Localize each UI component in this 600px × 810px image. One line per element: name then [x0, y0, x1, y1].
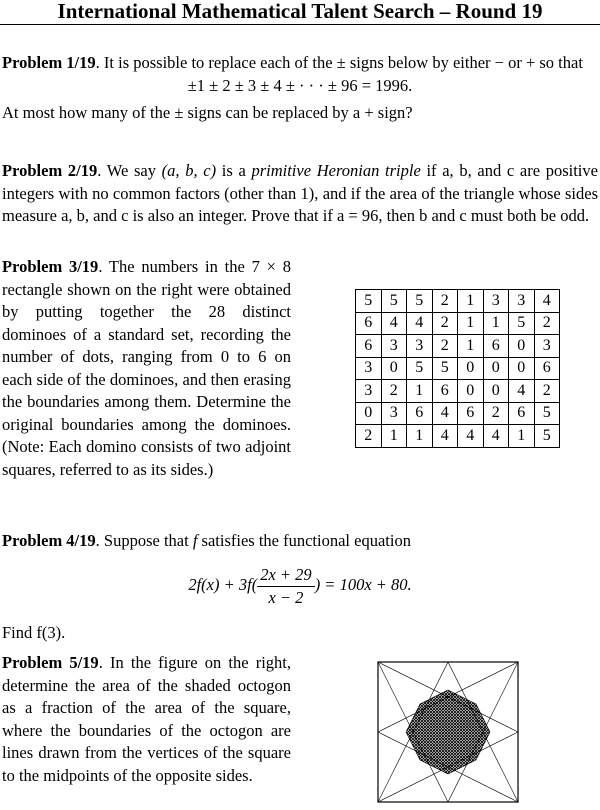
grid-cell: 2	[432, 290, 458, 313]
equation-fraction	[257, 564, 314, 609]
grid-cell: 0	[381, 357, 407, 380]
grid-cell: 6	[458, 402, 484, 425]
problem-5-text: . In the figure on the right, determine the area of the shaded octogon as a fraction of the area of the square, where the boundaries of the octogon are lines drawn from the vertices of the square to the midpoints of the opposite sides.	[2, 653, 291, 785]
grid-cell: 4	[483, 425, 509, 448]
problem-5	[2, 652, 291, 787]
grid-cell: 6	[407, 402, 433, 425]
grid-cell: 3	[381, 402, 407, 425]
grid-cell: 5	[407, 357, 433, 380]
grid-cell: 2	[534, 312, 560, 335]
octagon-figure-svg	[377, 661, 519, 803]
grid-cell: 0	[509, 335, 535, 358]
domino-grid	[355, 289, 560, 448]
page-title: International Mathematical Talent Search – Round 19	[0, 0, 600, 25]
grid-cell: 0	[458, 380, 484, 403]
grid-row	[356, 425, 560, 448]
problem-1-equation: ±1 ± 2 ± 3 ± 4 ± · · · ± 96 = 1996.	[187, 75, 413, 95]
problem-2	[2, 160, 598, 228]
grid-cell: 6	[356, 335, 382, 358]
problem-2-text-3: if a, b, and c are positive integers with no common factors (other than 1), and if the area of the triangle whose sides measure a, b, and c is also an integer. Prove that if a = 96, then b and c must both be odd.	[2, 161, 598, 225]
grid-cell: 5	[381, 290, 407, 313]
grid-cell: 3	[483, 290, 509, 313]
problem-2-label: Problem 2/19	[2, 161, 98, 180]
problem-2-text-2: is a	[216, 161, 252, 180]
problem-4-text-2: satisfies the functional equation	[197, 531, 411, 550]
grid-cell: 1	[509, 425, 535, 448]
grid-cell: 0	[483, 357, 509, 380]
grid-cell: 2	[432, 335, 458, 358]
shaded-octagon	[406, 690, 490, 774]
domino-grid-table	[355, 289, 560, 448]
grid-cell: 6	[534, 357, 560, 380]
grid-cell: 0	[509, 357, 535, 380]
grid-cell: 2	[483, 402, 509, 425]
grid-cell: 4	[381, 312, 407, 335]
grid-cell: 5	[534, 402, 560, 425]
grid-cell: 1	[381, 425, 407, 448]
grid-cell: 5	[407, 290, 433, 313]
grid-cell: 6	[432, 380, 458, 403]
problem-1-text: . It is possible to replace each of the ± signs below by either − or + so that	[95, 53, 583, 72]
problem-4-f: f	[192, 531, 198, 550]
grid-cell: 2	[356, 425, 382, 448]
grid-cell: 3	[356, 357, 382, 380]
grid-row	[356, 402, 560, 425]
grid-cell: 4	[509, 380, 535, 403]
grid-cell: 4	[407, 312, 433, 335]
problem-1-label: Problem 1/19	[2, 53, 96, 72]
equation-denominator: x − 2	[268, 587, 304, 607]
grid-row	[356, 357, 560, 380]
grid-row	[356, 380, 560, 403]
grid-cell: 5	[534, 425, 560, 448]
grid-cell: 0	[483, 380, 509, 403]
problem-3	[2, 256, 291, 481]
problem-2-triple: (a, b, c)	[161, 161, 217, 180]
grid-cell: 3	[534, 335, 560, 358]
grid-cell: 5	[509, 312, 535, 335]
problem-2-text-1: . We say	[97, 161, 162, 180]
grid-cell: 4	[432, 402, 458, 425]
problem-1	[2, 52, 598, 125]
problem-4-question: Find f(3).	[2, 623, 66, 642]
grid-cell: 0	[458, 357, 484, 380]
grid-row	[356, 335, 560, 358]
grid-cell: 1	[458, 312, 484, 335]
grid-cell: 2	[534, 380, 560, 403]
equation-right: ) = 100x + 80.	[314, 575, 412, 594]
problem-4	[2, 530, 598, 553]
grid-cell: 1	[483, 312, 509, 335]
grid-cell: 3	[356, 380, 382, 403]
problem-3-label: Problem 3/19	[2, 257, 99, 276]
grid-row	[356, 312, 560, 335]
grid-cell: 5	[356, 290, 382, 313]
functional-equation	[0, 562, 600, 612]
problem-5-label: Problem 5/19	[2, 653, 99, 672]
grid-cell: 6	[356, 312, 382, 335]
octagon-figure	[377, 661, 519, 810]
grid-cell: 1	[458, 335, 484, 358]
grid-cell: 3	[381, 335, 407, 358]
grid-cell: 3	[509, 290, 535, 313]
grid-cell: 4	[432, 425, 458, 448]
grid-cell: 6	[509, 402, 535, 425]
grid-cell: 2	[432, 312, 458, 335]
problem-4-text-1: . Suppose that	[95, 531, 193, 550]
grid-row	[356, 290, 560, 313]
equation-numerator: 2x + 29	[257, 564, 314, 587]
grid-cell: 3	[407, 335, 433, 358]
equation-left: 2f(x) + 3f(	[188, 575, 258, 594]
grid-cell: 6	[483, 335, 509, 358]
problem-3-text: . The numbers in the 7 × 8 rectangle shown on the right were obtained by putting together the 28 distinct dominoes of a standard set, recording the number of dots, ranging from 0 to 6 on each side of the dominoes, and then erasing the boundaries among them. Determine the original boundaries among the dominoes. (Note: Each domino consists of two adjoint squares, referred to as its sides.)	[2, 257, 291, 479]
grid-cell: 5	[432, 357, 458, 380]
grid-cell: 4	[458, 425, 484, 448]
grid-cell: 0	[356, 402, 382, 425]
problem-4-label: Problem 4/19	[2, 531, 96, 550]
grid-cell: 1	[407, 425, 433, 448]
grid-cell: 4	[534, 290, 560, 313]
grid-cell: 2	[381, 380, 407, 403]
grid-cell: 1	[458, 290, 484, 313]
grid-cell: 1	[407, 380, 433, 403]
problem-1-question: At most how many of the ± signs can be replaced by a + sign?	[2, 103, 413, 122]
problem-2-term: primitive Heronian triple	[251, 161, 421, 180]
